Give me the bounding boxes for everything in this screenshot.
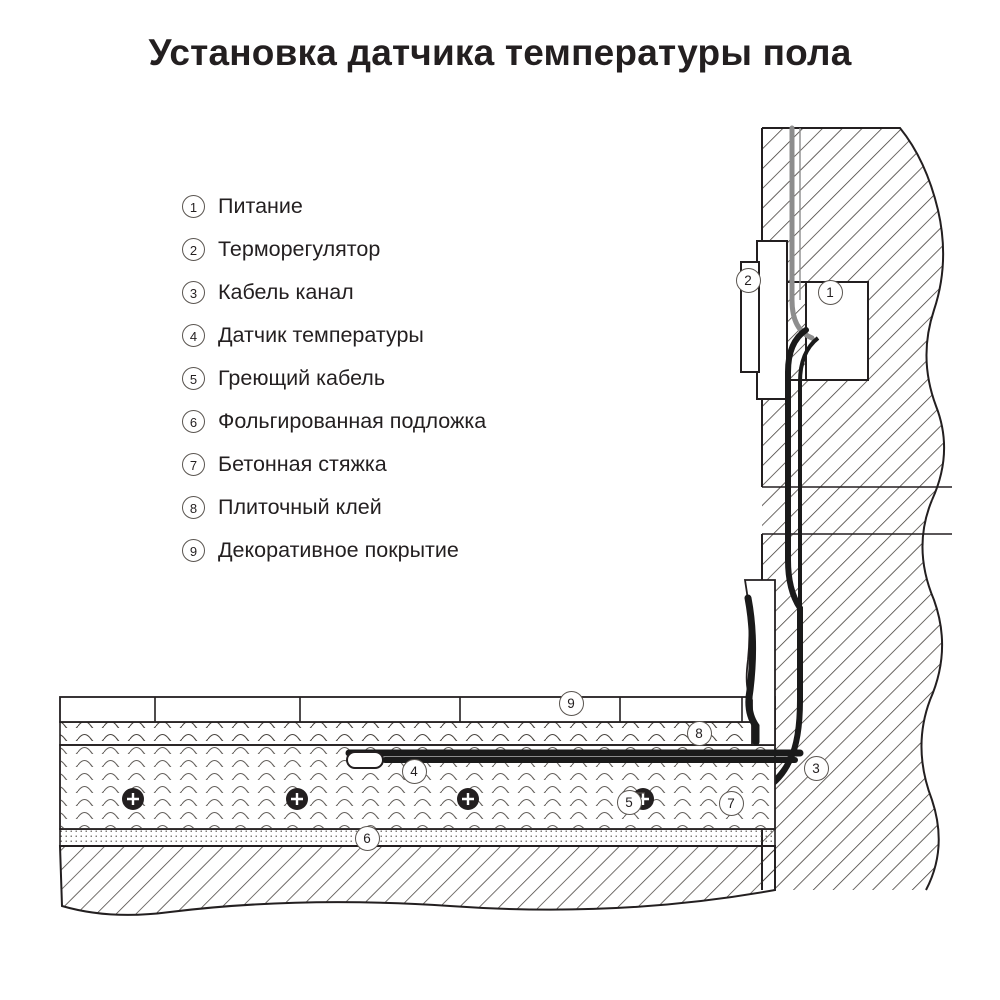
legend-number: 2 (182, 238, 205, 261)
tile-adhesive-layer (60, 722, 775, 745)
heating-cable-section (286, 788, 308, 810)
legend-item (182, 400, 662, 443)
callout-marker-8: 8 (687, 721, 712, 746)
heating-cable-section (122, 788, 144, 810)
legend-item (182, 228, 662, 271)
legend-item (182, 529, 662, 572)
legend (182, 185, 662, 572)
legend-number: 9 (182, 539, 205, 562)
legend-number: 3 (182, 281, 205, 304)
legend-item (182, 486, 662, 529)
heating-cable-section (457, 788, 479, 810)
decorative-covering-layer (60, 697, 775, 722)
legend-label: Плиточный клей (218, 495, 382, 519)
legend-label: Декоративное покрытие (218, 538, 459, 562)
callout-marker-7: 7 (719, 791, 744, 816)
base-slab (50, 840, 790, 930)
callout-marker-6: 6 (355, 826, 380, 851)
thermostat-faceplate (757, 241, 787, 399)
legend-label: Терморегулятор (218, 237, 381, 261)
legend-label: Фольгированная подложка (218, 409, 487, 433)
legend-label: Датчик температуры (218, 323, 424, 347)
legend-number: 7 (182, 453, 205, 476)
legend-item (182, 443, 662, 486)
legend-number: 8 (182, 496, 205, 519)
legend-number: 1 (182, 195, 205, 218)
callout-marker-1: 1 (818, 280, 843, 305)
legend-item (182, 314, 662, 357)
legend-item (182, 185, 662, 228)
legend-label: Греющий кабель (218, 366, 386, 390)
legend-label: Питание (218, 194, 303, 218)
foil-underlay-layer (60, 829, 775, 846)
legend-number: 5 (182, 367, 205, 390)
legend-number: 4 (182, 324, 205, 347)
legend-item (182, 271, 662, 314)
callout-marker-3: 3 (804, 756, 829, 781)
page-title: Установка датчика температуры пола (148, 32, 852, 73)
legend-number: 6 (182, 410, 205, 433)
legend-item (182, 357, 662, 400)
callout-marker-9: 9 (559, 691, 584, 716)
legend-label: Кабель канал (218, 280, 354, 304)
legend-label: Бетонная стяжка (218, 452, 387, 476)
callout-marker-2: 2 (736, 268, 761, 293)
callout-marker-4: 4 (402, 759, 427, 784)
callout-marker-5: 5 (617, 790, 642, 815)
